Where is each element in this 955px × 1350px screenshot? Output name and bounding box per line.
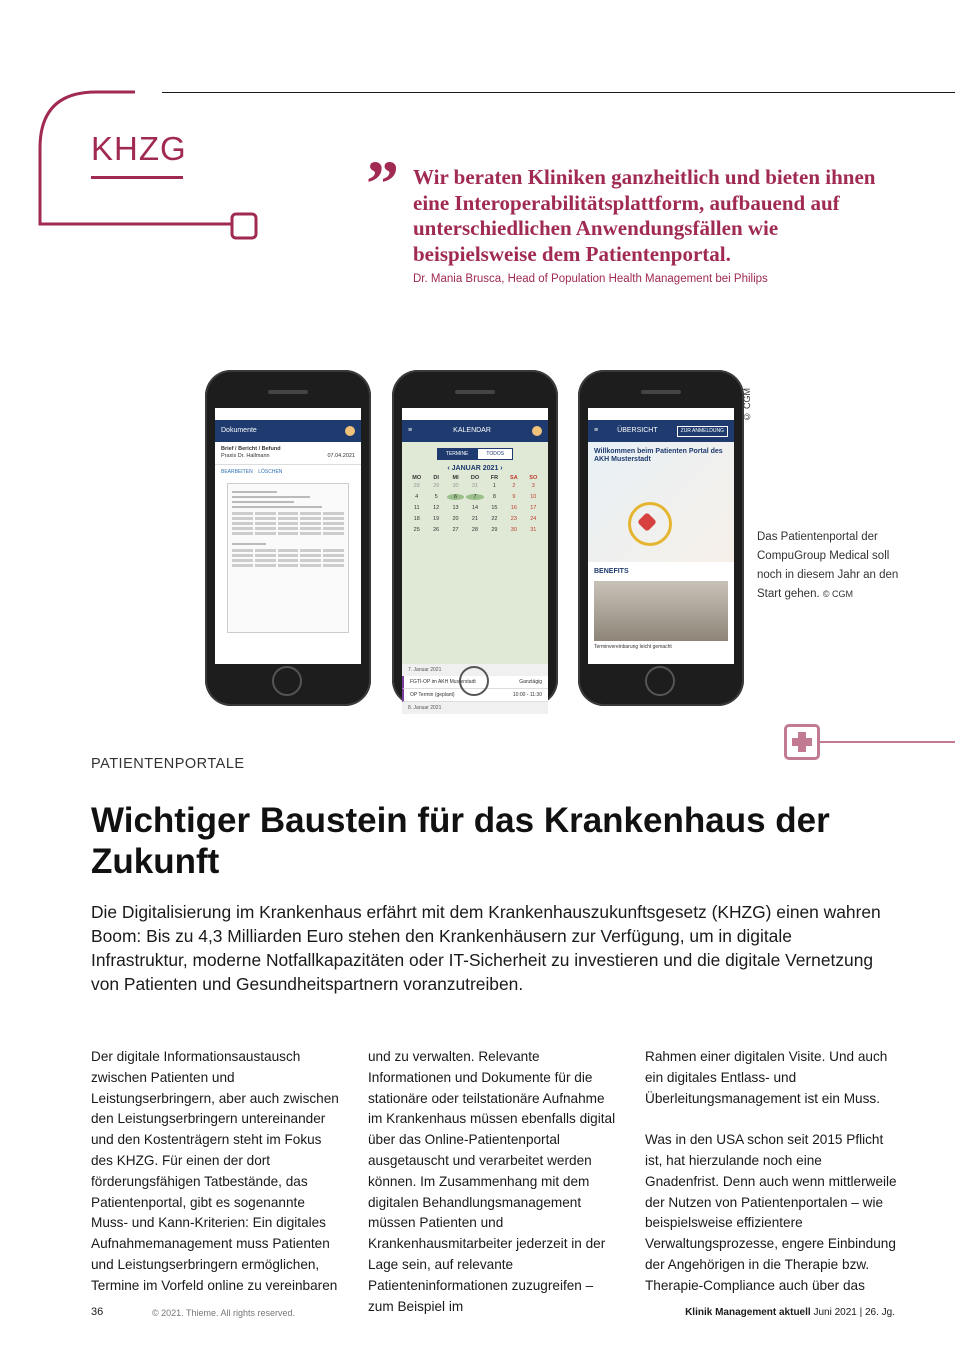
calendar-day: 30	[510, 527, 517, 533]
calendar-day: 20	[452, 516, 459, 522]
heart-logo-icon	[628, 502, 672, 546]
phone-screen	[402, 408, 548, 711]
paragraph: Was in den USA schon seit 2015 Pflicht ist, hat hierzulande noch eine Gnadenfrist. Denn auch wenn mittlerweile der Nutzen von Patientenportalen – wie beispielsweise effizientere Verwaltungsprozesse, engere Einbindung der Angehörigen in die Therapie bzw. Therapie-Compliance auch über das	[645, 1132, 897, 1293]
calendar-day: 24	[530, 516, 537, 522]
calendar-day: 25	[413, 527, 420, 533]
login-button: ZUR ANMELDUNG	[677, 426, 728, 437]
event-time: Ganztägig	[519, 679, 542, 685]
calendar-day: 3	[531, 483, 535, 489]
article-lede: Die Digitalisierung im Krankenhaus erfährt mit dem Krankenhauszukunftsgesetz (KHZG) einen wahren Boom: Bis zu 4,3 Milliarden Euro stehen den Krankenhäusern zur Verfügung, um in digitale Infrastruktur, moderne Notfallkapazitäten oder IT-Sicherheit zu investieren und die digitale Vernetzung von Patienten und Gesundheitspartnern voranzutreiben.	[91, 902, 881, 994]
status-bar	[402, 408, 548, 420]
journal-name: Klinik Management aktuell	[685, 1307, 811, 1318]
figure-copyright: © CGM	[742, 388, 752, 422]
status-bar	[215, 408, 361, 420]
calendar-day: 10	[530, 494, 537, 500]
benefits-photo	[594, 581, 728, 641]
quote-mark-icon: ”	[366, 148, 399, 221]
event-title: FGTI-OP im AKH Musterstadt	[410, 679, 476, 685]
footer-journal	[600, 1307, 895, 1318]
article-column-1	[91, 1047, 343, 1317]
app-bar-title: Dokumente	[221, 427, 257, 434]
app-bar	[215, 420, 361, 442]
document-source: Praxis Dr. Hallmann	[221, 453, 270, 459]
document-date: 07.04.2021	[327, 453, 355, 459]
section-frame-decoration	[0, 0, 270, 250]
tab-todos: TODOS	[477, 448, 513, 460]
section-tag: KHZG	[91, 130, 187, 167]
article-headline: Wichtiger Baustein für das Krankenhaus der Zukunft	[91, 801, 830, 881]
weekday-label: SO	[529, 475, 538, 481]
calendar-day: 13	[452, 505, 459, 511]
paragraph: Rahmen einer digitalen Visite. Und auch ein digitales Entlass- und Überleitungsmanagement ist ein Muss.	[645, 1049, 888, 1106]
figure-caption-credit: © CGM	[822, 589, 853, 599]
cross-rule	[820, 741, 955, 743]
home-button-icon	[272, 666, 302, 696]
document-title: Brief / Bericht / Befund	[221, 446, 281, 452]
calendar-day: 27	[452, 527, 459, 533]
page-number: 36	[91, 1306, 104, 1318]
document-actions	[215, 465, 361, 479]
figure-caption-text: Das Patientenportal der CompuGroup Medical soll noch in diesem Jahr an den Start gehen.	[757, 531, 899, 600]
phone-documents	[205, 370, 371, 706]
edit-action: BEARBEITEN	[221, 469, 253, 475]
welcome-title: Willkommen beim Patienten Portal des AKH Musterstadt	[594, 448, 723, 463]
calendar-day: 29	[433, 483, 440, 489]
quote-author: Dr. Mania Brusca, Head of Population Health Management bei Philips	[413, 273, 768, 285]
tab-termine: TERMINE	[437, 448, 478, 460]
calendar-weekdays	[402, 475, 548, 481]
calendar-day: 1	[492, 483, 496, 489]
calendar-day: 7	[466, 494, 483, 500]
home-button-icon	[459, 666, 489, 696]
app-bar	[402, 420, 548, 442]
calendar-month-label: JANUAR 2021	[451, 465, 499, 472]
calendar-day: 23	[510, 516, 517, 522]
footer-copyright: © 2021. Thieme. All rights reserved.	[152, 1308, 296, 1318]
event-date: 7. Januar 2021	[402, 664, 548, 676]
calendar-day: 21	[471, 516, 479, 522]
weekday-label: SA	[510, 475, 518, 481]
calendar-day: 15	[491, 505, 498, 511]
calendar-day: 11	[413, 505, 420, 511]
calendar-day: 26	[433, 527, 440, 533]
event-title: OP Termin (geplant)	[410, 692, 455, 698]
benefits-heading: BENEFITS	[594, 568, 629, 575]
calendar-day: 6	[447, 494, 464, 500]
calendar-day: 9	[512, 494, 516, 500]
app-bar-title: ÜBERSICHT	[617, 427, 658, 434]
document-header	[215, 442, 361, 465]
home-button-icon	[645, 666, 675, 696]
journal-issue: Juni 2021 | 26. Jg.	[813, 1307, 895, 1318]
phone-screen	[215, 408, 361, 664]
article-kicker: PATIENTENPORTALE	[91, 756, 245, 772]
weekday-label: DO	[470, 475, 480, 481]
calendar-day: 14	[471, 505, 479, 511]
weekday-label: DI	[433, 475, 439, 481]
article-column-3	[645, 1047, 897, 1317]
phone-calendar	[392, 370, 558, 711]
figure-caption	[757, 528, 907, 604]
pull-quote: Wir beraten Kliniken ganzheitlich und bieten ihnen eine Interoperabilitätsplattform, aufbauend auf unterschiedlichen Anwendungsfällen wie beispielsweise dem Patientenportal.	[413, 165, 876, 266]
calendar-day: 28	[471, 527, 479, 533]
weekday-label: MO	[412, 475, 422, 481]
phone-screen	[588, 408, 734, 664]
welcome-hero	[588, 442, 734, 562]
calendar-day: 30	[452, 483, 459, 489]
phone-speaker	[641, 390, 681, 394]
calendar-day: 31	[530, 527, 537, 533]
calendar-day: 18	[413, 516, 420, 522]
calendar-day: 8	[492, 494, 496, 500]
calendar-day: 12	[433, 505, 440, 511]
calendar-day: 28	[413, 483, 420, 489]
paragraph: und zu verwalten. Relevante Informationen und Dokumente für die stationäre oder teilstationäre Aufnahme im Krankenhaus müssen ebenfalls digital über das Online-Patientenportal ausgetauscht und verarbeitet werden können. Im Zusammenhang mit dem digitalen Behandlungsmanagement müssen Patienten und Krankenhausmitarbeiter jederzeit in der Lage sein, auf relevante Patienteninformationen zuzugreifen – zum Beispiel im	[368, 1049, 616, 1314]
weekday-label: FR	[490, 475, 499, 481]
app-bar	[588, 420, 734, 442]
calendar-tabs	[402, 442, 548, 460]
paragraph: Der digitale Informationsaustausch zwischen Patienten und Leistungserbringern, aber auch zwischen den Leistungserbringern untereinander und den Kostenträgern steht im Fokus des KHZG. Für einen der dort förderungsfähigen Tatbestände, das Patientenportal, gibt es sogenannte Muss- und Kann-Kriterien: Ein digitales Aufnahmemanagement muss Patienten und Leistungserbringern ermöglichen, Termine im Vorfeld online zu vereinbaren	[91, 1049, 339, 1293]
calendar-day: 17	[530, 505, 537, 511]
benefits-photo-caption: Terminvereinbarung leicht gemacht	[594, 644, 672, 650]
avatar	[345, 426, 355, 436]
weekday-label: MI	[452, 475, 459, 481]
article-column-2	[368, 1047, 620, 1338]
calendar-day: 2	[512, 483, 516, 489]
phone-speaker	[455, 390, 495, 394]
calendar-month	[402, 465, 548, 472]
phone-overview	[578, 370, 744, 706]
avatar	[532, 426, 542, 436]
calendar-day: 4	[415, 494, 419, 500]
delete-action: LÖSCHEN	[258, 469, 283, 475]
calendar-panel	[402, 442, 548, 664]
calendar-day: 22	[491, 516, 498, 522]
app-screenshots-figure	[205, 370, 760, 710]
calendar-day: 16	[510, 505, 517, 511]
document-preview	[227, 483, 349, 633]
calendar-day: 19	[433, 516, 440, 522]
chevron-left-icon: ‹	[447, 465, 450, 472]
top-rule	[162, 92, 955, 93]
calendar-day: 31	[471, 483, 479, 489]
event-time: 10:00 - 11:30	[512, 692, 542, 698]
section-tag-underline	[91, 176, 183, 179]
chevron-right-icon: ›	[500, 465, 503, 472]
calendar-day: 29	[491, 527, 498, 533]
calendar-days	[402, 483, 548, 533]
medical-cross-icon	[784, 724, 820, 760]
menu-icon: ≡	[594, 427, 599, 434]
menu-icon: ≡	[408, 427, 413, 434]
calendar-day: 5	[434, 494, 438, 500]
phone-speaker	[268, 390, 308, 394]
status-bar	[588, 408, 734, 420]
app-bar-title: KALENDAR	[453, 427, 491, 434]
event-date: 8. Januar 2021	[402, 702, 548, 714]
